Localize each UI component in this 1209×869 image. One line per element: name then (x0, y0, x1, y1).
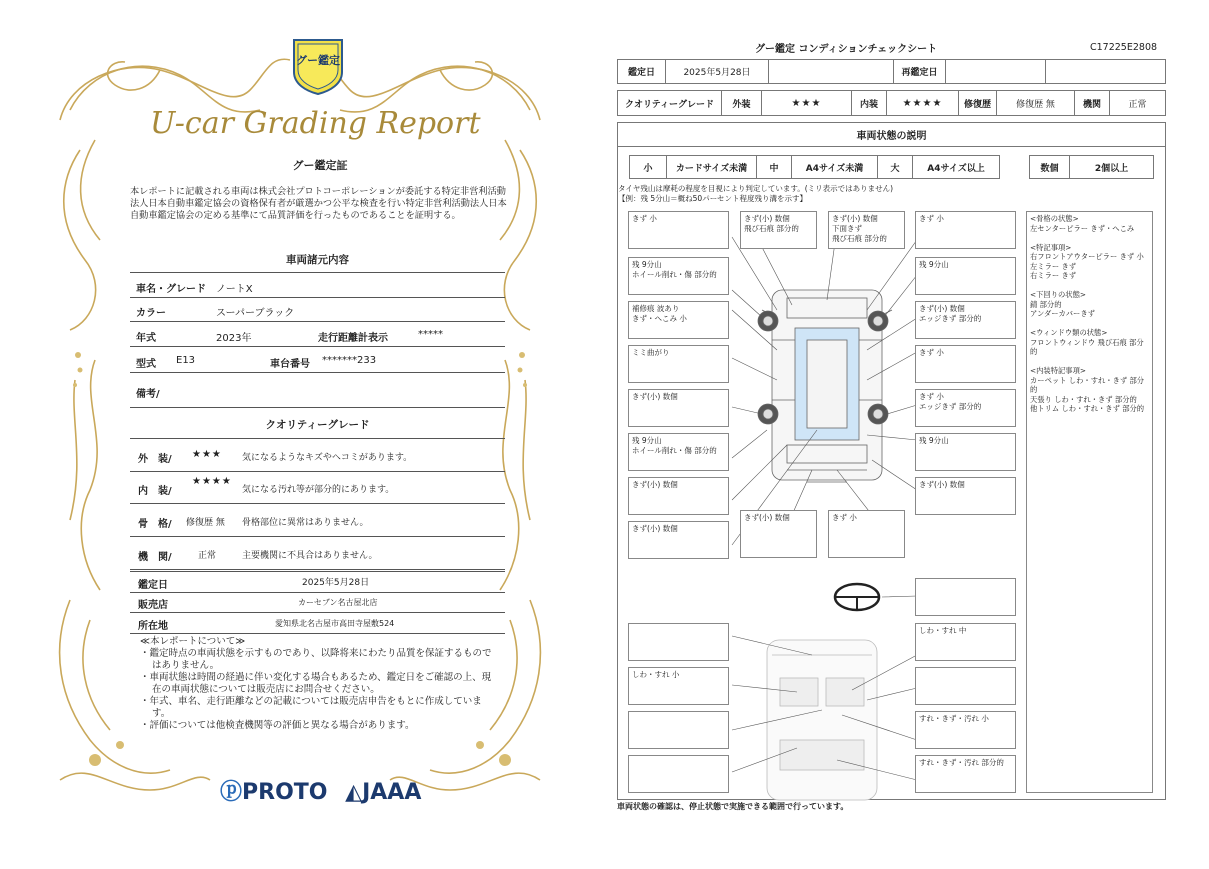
row-date (130, 571, 505, 593)
row-address (130, 613, 505, 634)
color-label: カラー (136, 308, 166, 319)
note-box: きず 小 (915, 345, 1016, 383)
mileage-label: 走行距離計表示 (318, 333, 388, 344)
row-frame (130, 504, 505, 537)
mileage-value: ***** (418, 329, 443, 340)
tire-note-2: 【例：残 5分山＝概ね50パーセント程度残り溝を示す】 (618, 194, 808, 203)
notes-title: ≪本レポートについて≫ (140, 636, 246, 647)
row-model (130, 347, 505, 373)
exterior-stars: ★★★ (192, 449, 222, 460)
note-box: ミミ曲がり (628, 345, 729, 383)
note-item: ・評価については他検査機関等の評価と異なる場合があります。 (140, 720, 415, 731)
engine-label: 機 関/ (138, 552, 172, 563)
blank-cell (1046, 60, 1165, 83)
note-box: きず 小 (828, 510, 905, 558)
row-interior (130, 471, 505, 504)
remarks-label: 備考/ (136, 389, 160, 400)
sheet-code: C17225E2808 (1090, 42, 1158, 53)
note-box: きず(小) 数個 エッジきず 部分的 (915, 301, 1016, 339)
interior-stars: ★★★★ (192, 476, 232, 487)
date-row (617, 59, 1166, 84)
note-box: きず 小 (628, 211, 729, 249)
note-box (628, 755, 729, 793)
row-engine (130, 537, 505, 570)
condition-summary: <骨格の状態> 左センターピラー きず・へこみ <特記事項> 右フロントアウターピラー きず 小 左ミラー きず 右ミラー きず <下回りの状態> 錆 部分的 アンダーカバーきず <ウィンドウ類の状態> フロントウィンドウ 飛び石痕 部分的 <内装特記事項> カーペット しわ・すれ・きず 部分的 天張り しわ・すれ・きず 部分的 他トリム しわ・すれ・きず 部分的 (1026, 211, 1153, 793)
condition-title: 車両状態の説明 (617, 122, 1166, 147)
sheet-footer: 車両状態の確認は、停止状態で実施できる範囲で行っています。 (617, 802, 849, 811)
name-value: ノートX (216, 284, 253, 295)
chassis-label: 車台番号 (270, 359, 310, 370)
sheet-date-value: 2025年5月28日 (666, 60, 769, 83)
note-box: きず(小) 数個 下面きず 飛び石痕 部分的 (828, 211, 905, 249)
footer-logos (220, 775, 421, 806)
jaaa-logo: JAAA (362, 780, 422, 805)
row-remarks (130, 373, 505, 408)
cert-date-value: 2025年5月28日 (302, 578, 370, 588)
size-large: 大 (878, 156, 913, 178)
size-large-desc: A4サイズ以上 (927, 163, 985, 174)
cert-date-label: 鑑定日 (138, 580, 168, 591)
note-box (628, 623, 729, 661)
note-box: 残 9分山 (915, 257, 1016, 295)
size-small-desc: カードサイズ未満 (667, 156, 757, 178)
frame-desc: 骨格部位に異常はありません。 (242, 518, 369, 528)
sheet-repair-label: 修復歴 (959, 91, 997, 115)
row-exterior (130, 438, 505, 472)
certificate-subtitle: グー鑑定証 (292, 159, 348, 172)
note-item: ・車両状態は時間の経過に伴い変化する場合もあるため、鑑定日をご確認の上、現在の車両状態については販売店にお問合せください。 (140, 672, 492, 695)
sheet-repair-value: 修復歴 無 (997, 91, 1075, 115)
note-box: しわ・すれ 小 (628, 667, 729, 705)
exterior-desc: 気になるようなキズやヘコミがあります。 (242, 453, 413, 463)
count-label: 数個 (1030, 156, 1070, 178)
count-legend (1029, 155, 1154, 179)
chassis-value: *******233 (322, 355, 377, 366)
note-box (628, 257, 729, 295)
sheet-exterior-stars: ★★★ (762, 91, 852, 115)
size-legend (629, 155, 1000, 179)
exterior-label: 外 装/ (138, 454, 172, 465)
address-label: 所在地 (138, 621, 168, 632)
frame-value: 修復歴 無 (186, 518, 225, 528)
interior-desc: 気になる汚れ等が部分的にあります。 (242, 485, 395, 495)
row-color (130, 297, 505, 322)
sheet-date-label: 鑑定日 (618, 60, 666, 83)
note-box: きず 小 (915, 211, 1016, 249)
note-box: すれ・きず・汚れ 小 (915, 711, 1016, 749)
badge-text: グー鑑定 (296, 54, 340, 67)
reinspect-label: 再鑑定日 (894, 60, 946, 83)
shop-value: カーセブン名古屋北店 (298, 598, 378, 607)
certificate-title: U-car Grading Report (150, 106, 481, 141)
model-value: E13 (176, 355, 196, 366)
note-box: 補修痕 波あり きず・へこみ 小 (628, 301, 729, 339)
row-name (130, 272, 505, 298)
note-box: きず 小 エッジきず 部分的 (915, 389, 1016, 427)
frame-label: 骨 格/ (138, 519, 172, 530)
size-medium: 中 (757, 156, 792, 178)
sheet-engine-label: 機関 (1075, 91, 1110, 115)
quality-section-title: クオリティーグレード (265, 419, 370, 431)
condition-check-sheet (612, 0, 1172, 869)
note-box: すれ・きず・汚れ 部分的 (915, 755, 1016, 793)
row-year (130, 322, 505, 347)
note-box: きず(小) 数個 (740, 510, 817, 558)
count-desc: 2個以上 (1094, 163, 1129, 174)
blank-cell (769, 60, 894, 83)
sheet-title: グー鑑定 コンディションチェックシート (755, 44, 938, 55)
sheet-interior-label: 内装 (852, 91, 887, 115)
specs-section-title: 車両諸元内容 (286, 254, 349, 266)
report-notes (140, 636, 500, 732)
sheet-engine-value: 正常 (1128, 99, 1147, 110)
note-box: きず(小) 数個 (628, 477, 729, 515)
proto-logo-icon: ⓟ (220, 780, 243, 805)
certificate-intro: 本レポートに記載される車両は株式会社プロトコーポレーションが委託する特定非営利活動法人日本自動車鑑定協会の資格保有者が厳選かつ公平な検査を行い特定非営利活動法人日本自動車鑑定協会の定める基準にて品質評価を行ったものであることを証明する。 (130, 186, 507, 221)
note-box (915, 578, 1016, 616)
note-box: きず(小) 数個 飛び石痕 部分的 (740, 211, 817, 249)
engine-value: 正常 (198, 551, 217, 561)
size-medium-desc: A4サイズ未満 (792, 156, 878, 178)
note-box: きず(小) 数個 (915, 477, 1016, 515)
model-label: 型式 (136, 359, 156, 370)
shop-label: 販売店 (138, 600, 168, 611)
note-box: きず(小) 数個 (628, 389, 729, 427)
sheet-interior-stars: ★★★★ (887, 91, 959, 115)
reinspect-value (946, 60, 1046, 83)
color-value: スーパーブラック (216, 308, 295, 319)
size-small: 小 (630, 156, 667, 178)
note-box (628, 711, 729, 749)
note-box: 残 9分山 (915, 433, 1016, 471)
year-value: 2023年 (216, 333, 252, 344)
interior-label: 内 装/ (138, 486, 172, 497)
address-value: 愛知県北名古屋市高田寺屋敷524 (275, 619, 395, 628)
name-label: 車名・グレード (136, 284, 206, 295)
note-box: きず(小) 数個 (628, 521, 729, 559)
quality-label: クオリティーグレード (618, 91, 722, 115)
row-shop (130, 592, 505, 613)
engine-desc: 主要機関に不具合はありません。 (242, 551, 378, 561)
tire-note-1: タイヤ残山は摩耗の程度を目視により判定しています。(ミリ表示ではありません) (618, 184, 894, 193)
year-label: 年式 (136, 333, 156, 344)
quality-row (617, 90, 1166, 116)
note-box (915, 667, 1016, 705)
note-box: しわ・すれ 中 (915, 623, 1016, 661)
note-item: ・年式、車名、走行距離などの記載については販売店申告をもとに作成しています。 (140, 696, 482, 719)
note-line: 残 9分山 ホイール削れ・傷 部分的 (632, 260, 717, 279)
note-item: ・鑑定時点の車両状態を示すものであり、以降将来にわたり品質を保証するものではありません。 (140, 648, 492, 671)
note-box: 残 9分山 ホイール削れ・傷 部分的 (628, 433, 729, 471)
proto-logo: PROTO (242, 780, 328, 805)
grading-certificate (0, 0, 600, 869)
sheet-exterior-label: 外装 (722, 91, 762, 115)
jaaa-logo-icon: ◭ (345, 780, 363, 805)
